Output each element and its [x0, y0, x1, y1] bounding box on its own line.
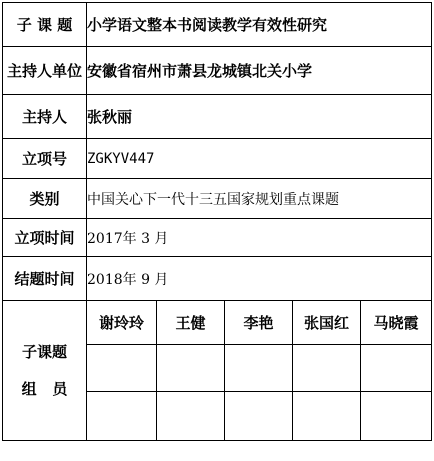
members-label-line1: 子课题 — [21, 342, 67, 361]
approval-date-label: 立项时间 — [3, 219, 87, 257]
members-label-line2: 组 员 — [21, 379, 68, 398]
row-project-number — [3, 139, 432, 179]
row-completion-date — [3, 257, 432, 301]
host-value: 张秋丽 — [87, 95, 432, 139]
member-blank-cell — [361, 345, 432, 392]
member-blank-cell — [225, 392, 293, 441]
host-unit-value: 安徽省宿州市萧县龙城镇北关小学 — [87, 47, 432, 95]
row-category — [3, 179, 432, 219]
host-label: 主持人 — [3, 95, 87, 139]
project-info-table — [2, 2, 432, 441]
member-name: 张国红 — [293, 301, 361, 345]
member-blank-cell — [157, 392, 225, 441]
member-blank-cell — [225, 345, 293, 392]
member-name: 王健 — [157, 301, 225, 345]
member-name: 李艳 — [225, 301, 293, 345]
approval-date-value: 2017年 3 月 — [87, 219, 432, 257]
row-subtopic — [3, 3, 432, 47]
row-host-unit — [3, 47, 432, 95]
subtopic-label: 子 课 题 — [3, 3, 87, 47]
row-member-names — [3, 301, 432, 345]
category-label: 类别 — [3, 179, 87, 219]
member-name: 马晓霞 — [361, 301, 432, 345]
members-label — [3, 301, 87, 441]
completion-date-label: 结题时间 — [3, 257, 87, 301]
member-blank-cell — [87, 345, 157, 392]
member-blank-cell — [293, 392, 361, 441]
member-blank-cell — [157, 345, 225, 392]
member-blank-cell — [293, 345, 361, 392]
member-blank-cell — [87, 392, 157, 441]
host-unit-label: 主持人单位 — [3, 47, 87, 95]
category-value: 中国关心下一代十三五国家规划重点课题 — [87, 179, 432, 219]
project-number-value: ZGKYV447 — [87, 139, 432, 179]
row-approval-date — [3, 219, 432, 257]
subtopic-value: 小学语文整本书阅读教学有效性研究 — [87, 3, 432, 47]
completion-date-value: 2018年 9 月 — [87, 257, 432, 301]
member-blank-cell — [361, 392, 432, 441]
member-name: 谢玲玲 — [87, 301, 157, 345]
project-number-label: 立项号 — [3, 139, 87, 179]
row-host — [3, 95, 432, 139]
